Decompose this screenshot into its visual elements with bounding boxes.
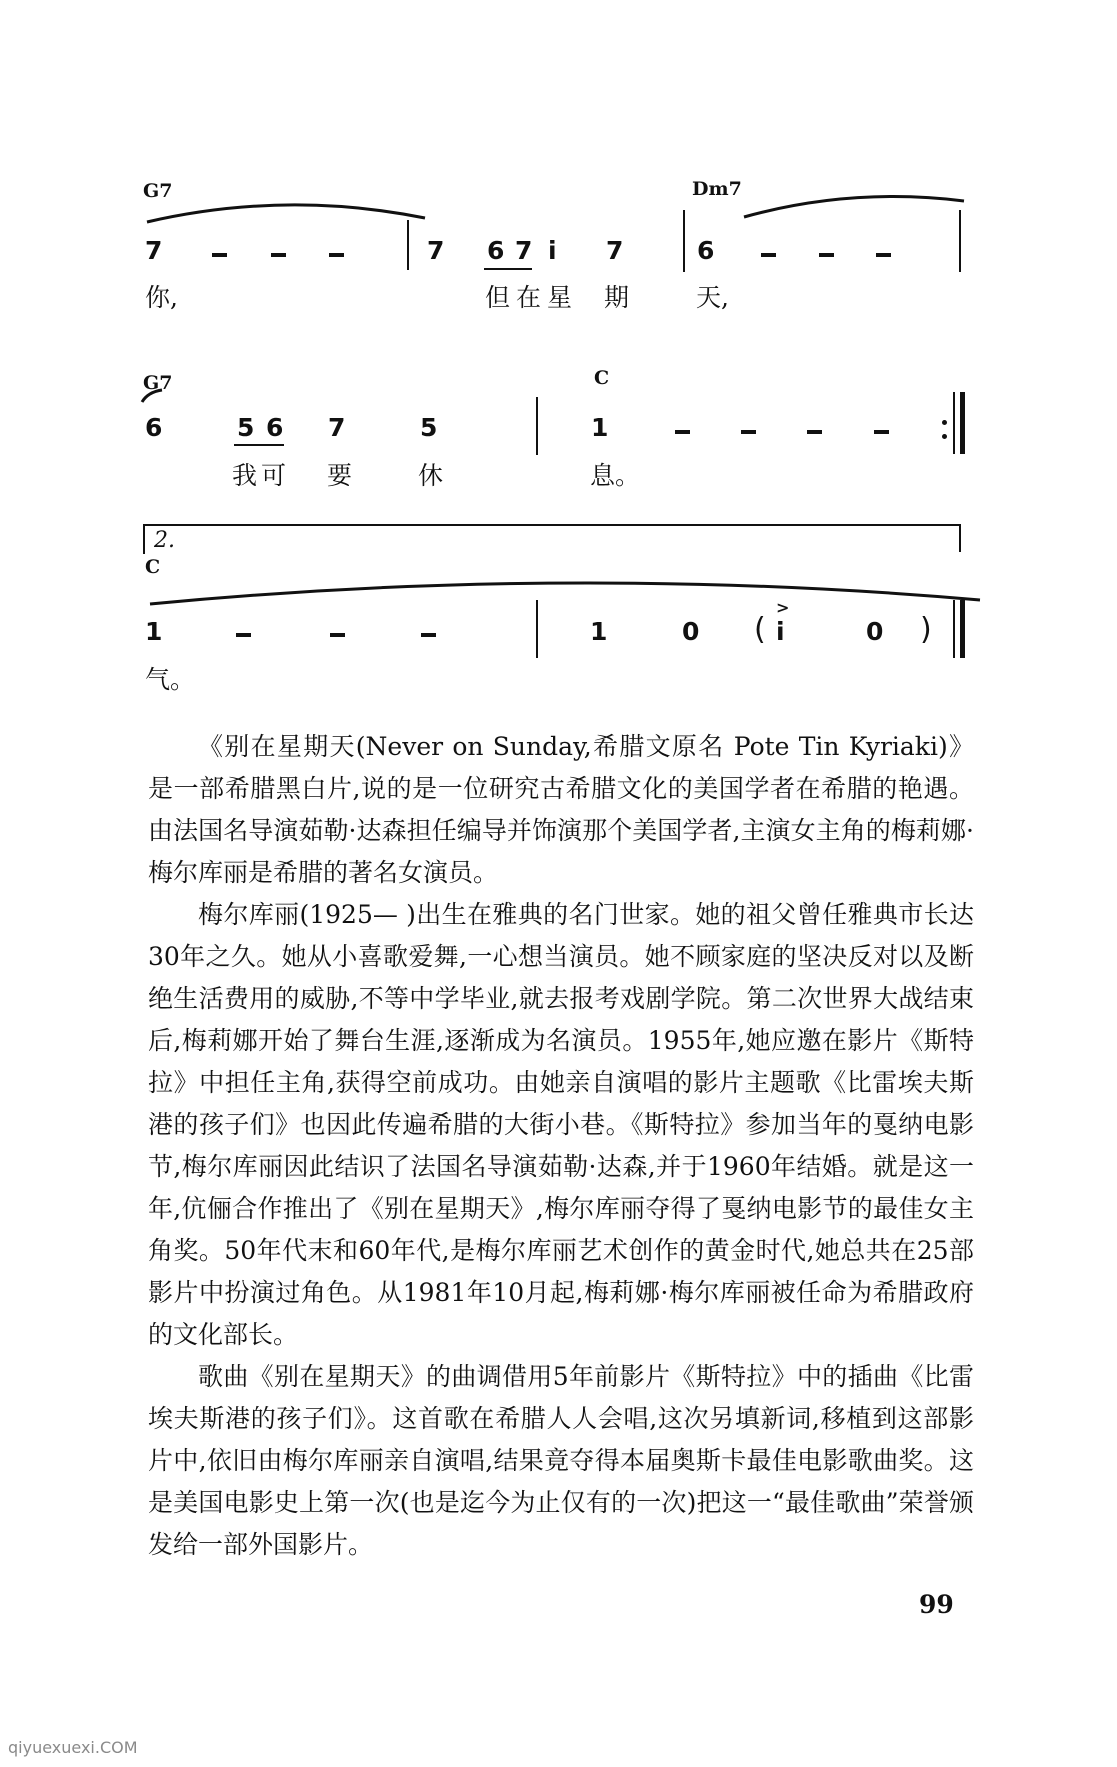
note: 0 <box>866 617 884 646</box>
paren-close: ) <box>920 612 932 647</box>
slur <box>742 193 972 223</box>
lyric: 气。 <box>145 665 196 694</box>
dash <box>741 430 756 434</box>
dash <box>874 430 889 434</box>
note: 6 <box>697 236 715 265</box>
note: 5 <box>420 413 438 442</box>
paragraph: 梅尔库丽(1925— )出生在雅典的名门世家。她的祖父曾任雅典市长达30年之久。她从小喜歌爱舞,一心想当演员。她不顾家庭的坚决反对以及断绝生活费用的威胁,不等中学毕业,就去报考戏剧学院。第二次世界大战结束后,梅莉娜开始了舞台生涯,逐渐成为名演员。1955年,她应邀在影片《斯特拉》中担任主角,获得空前成功。由她亲自演唱的影片主题歌《比雷埃夫斯港的孩子们》也因此传遍希腊的大街小巷。《斯特拉》参加当年的戛纳电影节,梅尔库丽因此结识了法国名导演茹勒·达森,并于1960年结婚。就是这一年,伉俪合作推出了《别在星期天》,梅尔库丽夺得了戛纳电影节的最佳女主角奖。50年代末和60年代,是梅尔库丽艺术创作的黄金时代,她总共在25部影片中扮演过角色。从1981年10月起,梅莉娜·梅尔库丽被任命为希腊政府的文化部长。 <box>148 900 974 1349</box>
paragraph: 歌曲《别在星期天》的曲调借用5年前影片《斯特拉》中的插曲《比雷埃夫斯港的孩子们》。这首歌在希腊人人会唱,这次另填新词,移植到这部影片中,依旧由梅尔库丽亲自演唱,结果竟夺得本届奥斯卡最佳电影歌曲奖。这是美国电影史上第一次(也是迄今为止仅有的一次)把这一“最佳歌曲”荣誉颁发给一部外国影片。 <box>148 1362 974 1559</box>
dash <box>807 430 822 434</box>
note: i <box>776 617 785 646</box>
barline <box>407 220 409 270</box>
volta-number: 2. <box>154 528 175 553</box>
lyric: 休 <box>418 461 444 490</box>
beam <box>234 444 284 446</box>
note: 7 <box>328 413 346 442</box>
note: 7 <box>606 236 624 265</box>
beam <box>484 268 532 270</box>
dash <box>819 253 834 257</box>
slur <box>145 196 435 226</box>
note: 7 <box>427 236 445 265</box>
chord-symbol: C <box>594 367 610 389</box>
note: 7 <box>515 236 533 265</box>
lyric: 你, <box>145 283 178 312</box>
dash <box>236 633 251 637</box>
note: 6 <box>487 236 505 265</box>
lyric: 期 <box>604 283 630 312</box>
lyric: 我可 <box>232 461 291 490</box>
lyric: 要 <box>327 461 353 490</box>
page-number: 99 <box>919 1590 954 1619</box>
barline <box>683 210 685 272</box>
note: i <box>548 236 557 265</box>
note: 6 <box>266 413 284 442</box>
barline <box>959 210 961 272</box>
dash <box>330 633 345 637</box>
note: 1 <box>145 617 163 646</box>
lyric: 天, <box>696 283 729 312</box>
paragraph: 《别在星期天(Never on Sunday,希腊文原名 Pote Tin Kyriaki)》是一部希腊黑白片,说的是一位研究古希腊文化的美国学者在希腊的艳遇。由法国名导演茹勒·达森担任编导并饰演那个美国学者,主演女主角的梅莉娜·梅尔库丽是希腊的著名女演员。 <box>148 732 974 887</box>
note: 1 <box>590 617 608 646</box>
barline <box>536 600 538 658</box>
lyric: 但在星 <box>485 283 579 312</box>
paren-open: ( <box>754 612 766 647</box>
chord-symbol: C <box>145 556 161 578</box>
note: 0 <box>682 617 700 646</box>
note: 6 <box>145 413 163 442</box>
lyric: 息。 <box>590 461 641 490</box>
chord-symbol: Dm7 <box>692 178 742 200</box>
note: 1 <box>591 413 609 442</box>
note: 5 <box>237 413 255 442</box>
dash <box>421 633 436 637</box>
dash <box>876 253 891 257</box>
dash <box>329 253 344 257</box>
accent-mark: > <box>776 598 790 617</box>
dash <box>271 253 286 257</box>
slur <box>148 576 988 612</box>
chord-symbol: G7 <box>143 372 173 394</box>
note: 7 <box>145 236 163 265</box>
slur <box>140 388 170 408</box>
watermark: qiyuexuexi.COM <box>8 1738 138 1757</box>
barline <box>536 397 538 455</box>
dash <box>212 253 227 257</box>
dash <box>675 430 690 434</box>
dash <box>761 253 776 257</box>
chord-symbol: G7 <box>143 180 173 202</box>
